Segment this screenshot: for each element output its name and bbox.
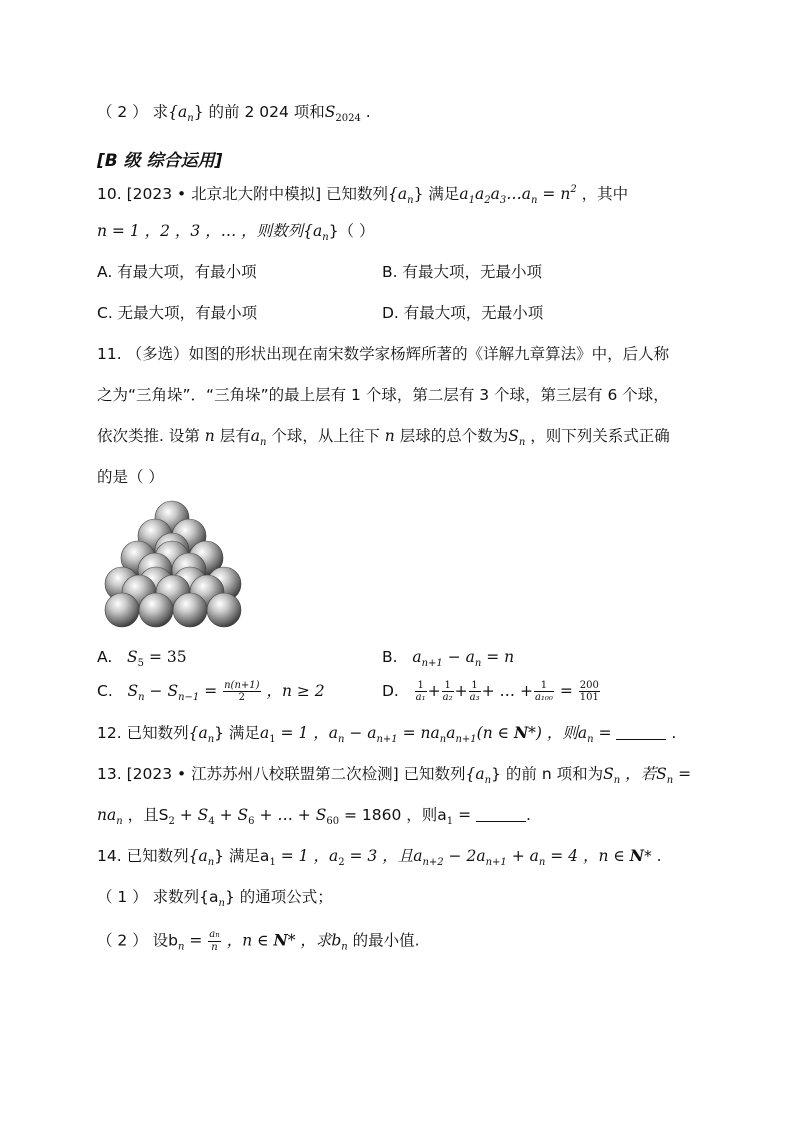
q12-cond-end: *) ，则a (528, 724, 588, 742)
q13-answer-blank[interactable] (476, 807, 526, 822)
q11-d-frac3 (469, 680, 481, 703)
q14-part2-c: * ，求b (287, 931, 342, 950)
q14-line1: 14. 已知数列$\{a_n\}$ 满足$a_1 = 1$ ，$a_2 = 3$ ，且$a_{n+2} - 2a_{n+1} + a_n = 4$ ，n ∈ N* . (97, 846, 662, 868)
q11-option-c (97, 680, 325, 709)
q12-rel2: = na (397, 724, 440, 742)
q11-a-rest: = 35 (144, 648, 187, 666)
q14-part2: （ 2 ） 设$b_n$ = $\frac{an}{n}$ ，n ∈ N* ，求$b_n$ 的最小值. (97, 929, 420, 953)
q14-l1-f: + a (506, 847, 539, 865)
q14-l1-b: } 满足a (214, 847, 270, 865)
ball (173, 593, 207, 627)
q10-option-d: D. 有最大项，无最小项 (382, 304, 544, 322)
q11-l3-e: ，则下列关系式正确 (525, 427, 670, 445)
q12-a1-rest: = 1 ，a (275, 724, 338, 742)
q13-S: S (603, 765, 614, 783)
q10-option-b: B. 有最大项，无最小项 (382, 263, 542, 281)
q9-seq-sub: n (187, 113, 194, 124)
q11-line4: 的是（ ） (97, 468, 164, 486)
ball-pyramid-figure (100, 500, 250, 635)
q12-prefix: 12. 已知数列 (97, 724, 189, 742)
q11-d-one-3: 1 (469, 680, 481, 692)
q11-c-num: n(n+1) (224, 680, 260, 691)
q13-l2-sum: + S (174, 806, 209, 824)
q14-part1-end: } 的通项公式； (224, 888, 333, 906)
q13-l1-a: 13. [2023 • 江苏苏州八校联盟第二次检测] 已知数列 (97, 765, 466, 783)
q10-seq: {a (388, 185, 408, 203)
q10-line2-seq-sub: n (322, 232, 329, 243)
q11-l3-S: S (508, 427, 519, 445)
q11-d-den100: a₁₀₀ (534, 692, 553, 703)
q11-b-sub: n+1 (421, 658, 443, 669)
q9-S-sub: 2024 (335, 113, 361, 124)
q14-seq: {a (188, 847, 208, 865)
q13-l2-c: + … + S (254, 806, 327, 824)
q13-l2-a: na (97, 806, 117, 824)
q13-seq-sub: n (484, 775, 492, 786)
q12-N: N (514, 723, 529, 742)
q11-b-label: B. (382, 648, 398, 666)
q11-d-one-1: 1 (415, 680, 427, 692)
q13-seq: {a (465, 765, 485, 783)
q11-l3-an-sub: n (259, 437, 267, 448)
q14-part2-N: N (273, 930, 288, 950)
q9-part2-prefix: （ 2 ） 求 (97, 103, 169, 121)
q12-seq: {a (188, 724, 208, 742)
q11-c-fraction (223, 680, 260, 703)
q11-b-end: = n (481, 648, 515, 666)
q12-eq: = (593, 724, 617, 742)
q11-d-one-4: 1 (534, 680, 554, 692)
q12-line: 12. 已知数列$\{a_n\}$ 满足$a_1 = 1$ ，$a_n - a_{n+1} = na_na_{n+1}(n$ ∈ N*) ，则$a_n$ = . (97, 723, 677, 745)
q10-mid: 满足 (423, 185, 460, 203)
q10-line2-a: n = 1 ，2 ，3 ，… ，则数列 (97, 222, 304, 240)
q14-l1-end: * . (643, 847, 662, 865)
q11-c-den: 2 (238, 692, 246, 703)
q11-d-frac2 (442, 680, 454, 703)
q11-a-sub: 5 (137, 658, 145, 669)
q10-prefix: 10. [2023 • 北京北大附中模拟] 已知数列 (97, 185, 389, 203)
q12-rel3: a (446, 724, 456, 742)
q11-l3-a: 依次类推. 设第 (97, 427, 205, 445)
q14-part2-fraction (208, 929, 220, 953)
q13-line2: $na_n$ ，且$S_2 + S_4 + S_6$ + … + $S_{60} = 1860$ ，则$a_1$ = . (97, 806, 531, 827)
q11-option-d: D. $\frac{1}{\text{a₁}}$ + $\frac{1}{\text{a₂}}$ + $\frac{1}{\text{a₃}}$ + … + $\frac{1}{\text{a₁₀₀}}$ = $\frac{200}{101}$ (382, 680, 599, 703)
q12-mid: } 满足 (214, 724, 260, 742)
q9-part2-line (97, 101, 371, 130)
q11-c-sub: n (138, 692, 145, 703)
q10-line1-end: ，其中 (576, 185, 629, 203)
q11-c-minus: − S (144, 682, 179, 700)
q12-rel: − a (344, 724, 377, 742)
q10-seq-close: } (413, 185, 424, 203)
q10-product: $a_1a_2a_3\dots a_n = n^2$ (459, 184, 577, 206)
q11-line2: 之为“三角垛”．“三角垛”的最上层有 1 个球，第二层有 3 个球，第三层有 6 个球， (97, 386, 669, 404)
q14-part2-a: （ 2 ） 设b (97, 931, 178, 950)
q11-l3-b: 层有 (214, 427, 251, 445)
ball (105, 593, 139, 627)
q10-line2 (97, 220, 374, 249)
q13-line1: 13. [2023 • 江苏苏州八校联盟第二次检测] 已知数列$\{a_n\}$ 的前 n 项和为$S_n$ ，若$S_n$ = (97, 765, 692, 786)
q9-S: S (324, 103, 336, 121)
q11-c-sub2: n−1 (178, 692, 200, 703)
q11-l3-n2: n (384, 427, 395, 445)
q9-seq-close: } (193, 103, 204, 121)
q10-line2-seq: {a (303, 222, 323, 240)
q11-c-S: S (127, 682, 139, 700)
q11-b-rest: − a (442, 648, 475, 666)
q14-l1-e: − 2a (443, 847, 486, 865)
ball (207, 593, 241, 627)
q11-l3-S-sub: n (518, 437, 526, 448)
q14-l1-a: 14. 已知数列 (97, 847, 189, 865)
q11-line3 (97, 425, 670, 454)
q11-d-result (579, 680, 600, 703)
q12-seq-sub: n (207, 734, 215, 745)
q11-d-frac1 (415, 680, 427, 703)
q12-a1: a (259, 724, 270, 742)
q14-part1: （ 1 ） 求数列$\{a_n\}$ 的通项公式； (97, 888, 333, 909)
q9-mid: 的前 2 024 项和 (203, 103, 325, 121)
q11-c-label: C. (97, 682, 113, 700)
q11-d-one-2: 1 (442, 680, 454, 692)
q11-option-a (97, 646, 187, 675)
q13-l1-c: ，若S (620, 765, 667, 783)
q11-option-b (382, 646, 514, 675)
q13-l2-end: . (526, 806, 531, 824)
q10-line2-end: }（ ） (328, 222, 375, 240)
q10-line1 (97, 179, 628, 212)
q11-l3-c: 个球，从上往下 (266, 427, 385, 445)
pyramid-balls (105, 501, 241, 627)
q9-end: . (360, 103, 371, 121)
q9-seq: {a (168, 103, 188, 121)
q13-l2-d: = 1860 ，则a (339, 806, 447, 824)
q11-a-S: S (127, 648, 138, 666)
q11-l3-d: 层球的总个数为 (394, 427, 509, 445)
q11-b-sub2: n (474, 658, 482, 669)
q12-end: . (666, 724, 677, 742)
q14-seq-sub: n (207, 857, 215, 868)
q14-part1-text: （ 1 ） 求数列{a (97, 888, 219, 906)
q14-part2-b: ，n ∈ (221, 931, 274, 950)
q13-l1-b: } 的前 n 项和为 (491, 765, 604, 783)
q14-l1-d: = 3 ，且a (344, 847, 423, 865)
q11-b-a: a (412, 648, 422, 666)
q14-l1-g: = 4 ，n ∈ (545, 847, 630, 865)
q11-d-rnum: 200 (579, 680, 599, 691)
q11-line1: 11. （多选）如图的形状出现在南宋数学家杨辉所著的《详解九章算法》中，后人称 (97, 345, 670, 363)
q14-part2-num: an (209, 929, 220, 940)
section-heading: [B 级 综合运用] (97, 151, 223, 171)
q11-c-eq: = (199, 682, 223, 700)
q11-d-label: D. (382, 682, 399, 700)
q14-part2-num-a: a (209, 929, 216, 940)
q11-l3-an: a (250, 427, 260, 445)
q12-cond: (n ∈ (476, 724, 514, 742)
q11-d-den2: a₂ (442, 692, 453, 703)
q13-l1-d: = (673, 765, 692, 783)
q13-l2-b: ，且S (122, 806, 169, 824)
q10-option-a: A. 有最大项，有最小项 (97, 263, 257, 281)
q14-N: N (629, 846, 644, 865)
q14-l1-c: = 1 ，a (275, 847, 339, 865)
ball (139, 593, 173, 627)
q11-d-den1: a₁ (415, 692, 426, 703)
q11-d-dots: + … + (481, 682, 533, 700)
q11-d-den3: a₃ (469, 692, 480, 703)
q14-part2-end: 的最小值. (347, 931, 420, 950)
q11-d-rden: 101 (579, 692, 599, 703)
q11-d-frac100 (534, 680, 554, 703)
q12-answer-blank[interactable] (616, 725, 666, 740)
q13-l2-e: = (453, 806, 477, 824)
q11-l3-n: n (204, 427, 215, 445)
q14-part2-den: n (211, 942, 218, 953)
q10-option-c: C. 无最大项，有最小项 (97, 304, 258, 322)
q11-c-end: ，n ≥ 2 (261, 682, 325, 700)
q10-seq-sub: n (407, 195, 414, 206)
q11-a-label: A. (97, 648, 113, 666)
